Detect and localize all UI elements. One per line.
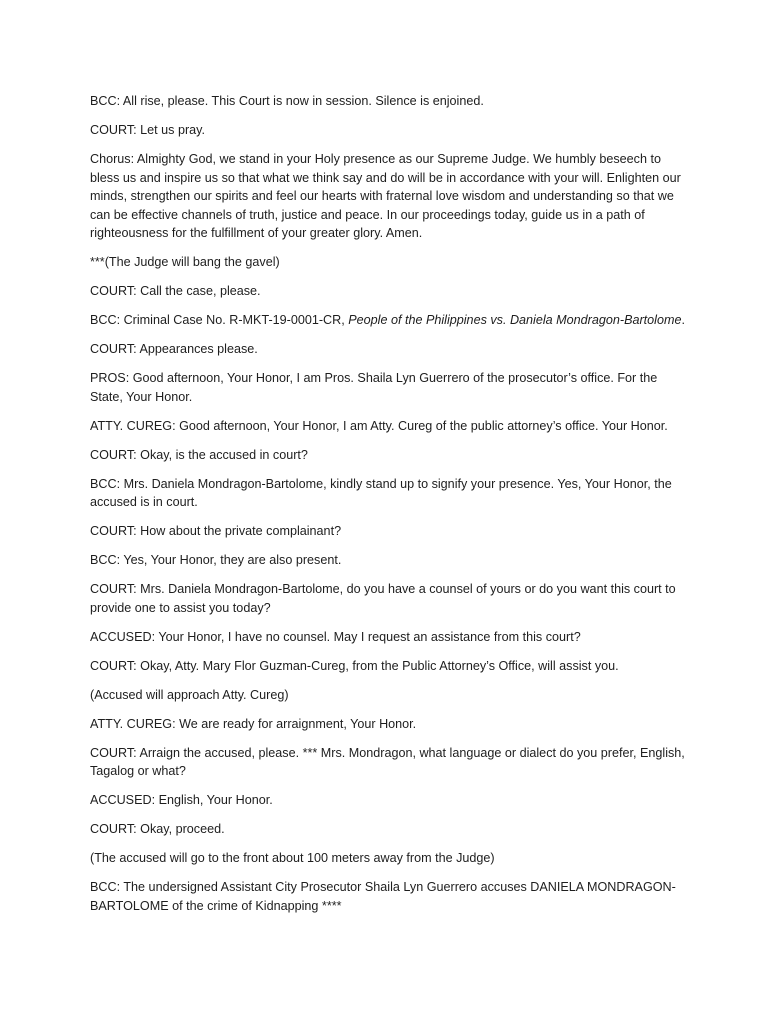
line-text: ATTY. CUREG: We are ready for arraignment, Your Honor. (90, 716, 417, 731)
transcript-line-accused-front (90, 849, 688, 868)
case-title: People of the Philippines vs. Daniela Mondragon-Bartolome (348, 313, 682, 328)
line-text: COURT: Okay, proceed. (90, 822, 225, 837)
transcript-line-accused-no-counsel (90, 628, 688, 647)
line-text: BCC: All rise, please. This Court is now in session. Silence is enjoined. (90, 94, 484, 108)
transcript-line-court-proceed (90, 820, 688, 839)
transcript-line-accused-english (90, 791, 688, 810)
transcript-line-call-case (90, 282, 688, 301)
line-text: ACCUSED: English, Your Honor. (90, 793, 273, 808)
line-text: BCC: Mrs. Daniela Mondragon-Bartolome, kindly stand up to signify your presence. Yes, Your Honor, the accused is in court. (90, 476, 672, 510)
transcript-line-bcc-presence (90, 475, 688, 512)
transcript-line-bcc-present (90, 551, 688, 570)
transcript-line-court-counsel (90, 580, 688, 617)
line-text: COURT: Call the case, please. (90, 284, 261, 299)
line-text: BCC: The undersigned Assistant City Prosecutor Shaila Lyn Guerrero accuses DANIELA MONDRAGON-BARTOLOME of the crime of Kidnapping **** (90, 880, 676, 913)
line-text: COURT: Okay, Atty. Mary Flor Guzman-Cureg, from the Public Attorney’s Office, will assist you. (90, 658, 619, 673)
line-text: COURT: Appearances please. (90, 342, 258, 357)
transcript-line-chorus-prayer (90, 150, 688, 243)
line-text: ACCUSED: Your Honor, I have no counsel. May I request an assistance from this court? (90, 629, 581, 644)
transcript-line-prosecutor (90, 369, 688, 406)
transcript-line-bcc-all-rise (90, 92, 688, 111)
transcript-line-atty-cureg (90, 417, 688, 436)
transcript-line-bcc-accusation (90, 878, 688, 915)
line-text: PROS: Good afternoon, Your Honor, I am Pros. Shaila Lyn Guerrero of the prosecutor’s office. For the State, Your Honor. (90, 371, 658, 404)
transcript-line-case-number (90, 311, 688, 330)
line-text: COURT: Arraign the accused, please. *** Mrs. Mondragon, what language or dialect do you prefer, English, Tagalog or what? (90, 745, 685, 779)
transcript-line-accused-in-court (90, 446, 688, 465)
line-text: (The accused will go to the front about 100 meters away from the Judge) (90, 851, 495, 866)
line-text: (Accused will approach Atty. Cureg) (90, 687, 289, 702)
transcript-line-court-pray (90, 121, 688, 140)
line-text: Chorus: Almighty God, we stand in your Holy presence as our Supreme Judge. We humbly beseech to bless us and inspire us so that what we think say and do will be in accordance with your will. Enlighten our minds, strengthen our spirits and feel our hearts with fraternal love wisdom and understanding so that we can be effective channels of truth, justice and peace. In our proceedings today, guide us in a path of righteousness for the fulfillment of your greater glory. Amen. (90, 151, 681, 241)
line-text: COURT: Let us pray. (90, 122, 206, 137)
line-text-after: . (681, 313, 685, 328)
transcript-line-private-complainant (90, 522, 688, 541)
line-text: ATTY. CUREG: Good afternoon, Your Honor, I am Atty. Cureg of the public attorney’s office. Your Honor. (90, 418, 668, 433)
line-text: COURT: Mrs. Daniela Mondragon-Bartolome, do you have a counsel of yours or do you want this court to provide one to assist you today? (90, 582, 676, 615)
line-text: BCC: Criminal Case No. R-MKT-19-0001-CR, (90, 313, 349, 328)
line-text: COURT: How about the private complainant? (90, 524, 342, 539)
line-text: BCC: Yes, Your Honor, they are also present. (90, 553, 342, 568)
transcript-line-gavel-note (90, 253, 688, 272)
transcript-line-court-assign (90, 657, 688, 676)
transcript-line-arraign-accused (90, 744, 688, 781)
transcript-line-accused-approach (90, 686, 688, 705)
transcript-line-ready-arraignment (90, 715, 688, 734)
transcript-line-appearances (90, 340, 688, 359)
line-text: ***(The Judge will bang the gavel) (90, 255, 280, 270)
line-text: COURT: Okay, is the accused in court? (90, 447, 308, 462)
